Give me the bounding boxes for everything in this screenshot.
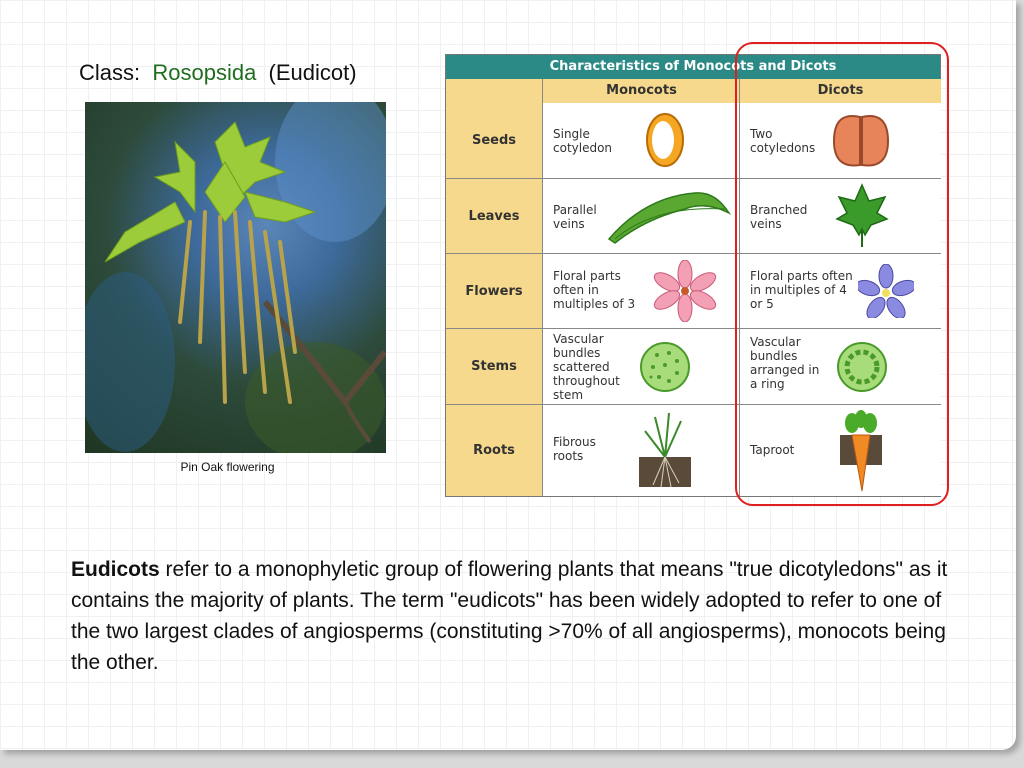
cell-stems-monocot	[542, 329, 740, 405]
row-label-flowers: Flowers	[446, 254, 542, 329]
branched-veins-leaf-icon	[835, 183, 889, 249]
cell-stems-dicot	[739, 329, 941, 405]
five-petal-flower-icon	[858, 264, 914, 318]
table-corner	[446, 79, 542, 104]
ring-bundles-stem-icon	[836, 341, 888, 393]
cell-text: Floral parts often in multiples of 4 or 5	[750, 269, 853, 311]
column-header-dicots: Dicots	[739, 79, 941, 104]
row-label-stems: Stems	[446, 329, 542, 405]
cell-text: Parallel veins	[553, 203, 597, 231]
eudicot-description	[71, 554, 951, 678]
title-prefix: Class:	[79, 60, 141, 85]
cell-text: Branched veins	[750, 203, 808, 231]
cell-seeds-monocot	[542, 103, 740, 179]
slide-title	[79, 60, 357, 86]
lily-flower-icon	[653, 260, 717, 322]
photo-caption: Pin Oak flowering	[180, 460, 275, 474]
cell-text: Fibrous roots	[553, 435, 596, 463]
term-eudicots: Eudicots	[71, 558, 160, 581]
cell-roots-dicot	[739, 405, 941, 496]
row-label-seeds: Seeds	[446, 103, 542, 179]
row-label-roots: Roots	[446, 405, 542, 496]
description-text: refer to a monophyletic group of flowering plants that means "true dicotyledons" as it contains the majority of plants. The term "eudicots" has been widely adopted to refer to one of the two largest clades of angiosperms (constituting >70% of all angiosperms), monocots being the other.	[71, 558, 948, 674]
cell-text: Taproot	[750, 443, 795, 457]
pin-oak-photo	[85, 102, 386, 453]
parallel-veins-leaf-icon	[605, 187, 733, 245]
row-label-leaves: Leaves	[446, 179, 542, 254]
cell-text: Vascular bundles arranged in a ring	[750, 335, 820, 391]
cell-leaves-dicot	[739, 179, 941, 254]
column-header-monocots: Monocots	[542, 79, 740, 104]
cell-leaves-monocot	[542, 179, 740, 254]
cell-text: Single cotyledon	[553, 127, 613, 155]
cell-flowers-monocot	[542, 254, 740, 329]
cell-roots-monocot	[542, 405, 740, 496]
title-taxon: Rosopsida	[152, 60, 257, 85]
table-title: Characteristics of Monocots and Dicots	[446, 55, 940, 79]
single-cotyledon-icon	[643, 111, 687, 169]
two-cotyledons-icon	[830, 111, 892, 171]
cell-text: Floral parts often in multiples of 3	[553, 269, 636, 311]
taproot-carrot-icon	[836, 409, 886, 493]
fibrous-roots-icon	[635, 411, 695, 491]
cell-text: Two cotyledons	[750, 127, 816, 155]
cell-text: Vascular bundles scattered throughout stem	[553, 332, 620, 402]
cell-flowers-dicot	[739, 254, 941, 329]
scattered-bundles-stem-icon	[639, 341, 691, 393]
monocot-dicot-table	[445, 54, 941, 497]
title-suffix: (Eudicot)	[268, 60, 357, 85]
cell-seeds-dicot	[739, 103, 941, 179]
